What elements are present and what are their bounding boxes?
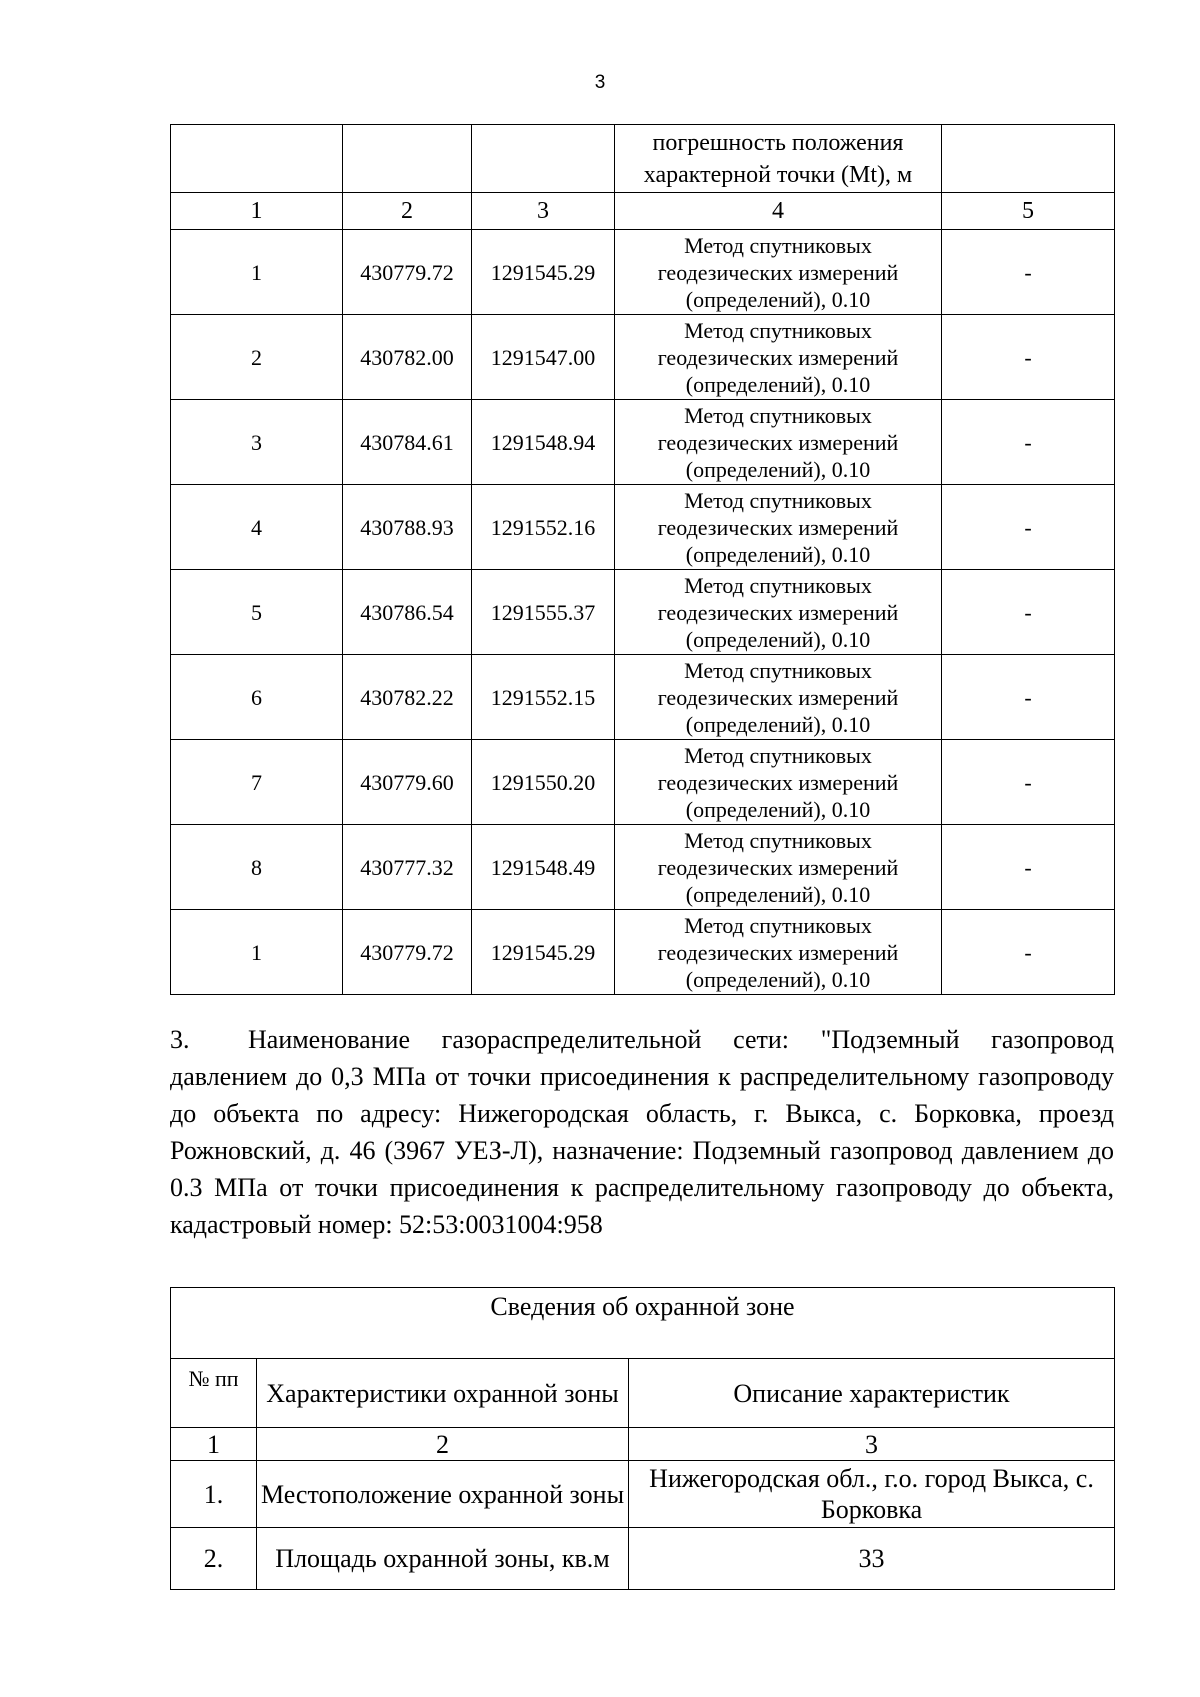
method-accuracy: Метод спутниковых геодезических измерений (определений), 0.10 xyxy=(615,655,942,740)
method-accuracy: Метод спутниковых геодезических измерений (определений), 0.10 xyxy=(615,740,942,825)
header-row-number: № пп xyxy=(171,1359,257,1428)
coordinates-table xyxy=(170,124,1115,995)
point-number: 1 xyxy=(171,910,343,995)
zone-table-header xyxy=(171,1359,1115,1428)
column-number: 5 xyxy=(942,193,1115,230)
header-accuracy-method: погрешность положения характерной точки (Mt), м xyxy=(615,125,942,193)
coord-x: 430779.72 xyxy=(343,230,472,315)
column-number: 2 xyxy=(343,193,472,230)
header-cell-1 xyxy=(171,125,343,193)
coord-y: 1291552.16 xyxy=(472,485,615,570)
table-row xyxy=(171,655,1115,740)
table-row xyxy=(171,315,1115,400)
coord-x: 430788.93 xyxy=(343,485,472,570)
point-number: 7 xyxy=(171,740,343,825)
section-3-paragraph xyxy=(170,1021,1114,1243)
page-number: 3 xyxy=(594,72,606,93)
protection-zone-table xyxy=(170,1287,1115,1590)
coord-y: 1291547.00 xyxy=(472,315,615,400)
table-row xyxy=(171,400,1115,485)
table-row xyxy=(171,570,1115,655)
row-number: 2. xyxy=(171,1528,257,1590)
table-header-continuation xyxy=(171,125,1115,193)
method-accuracy: Метод спутниковых геодезических измерений (определений), 0.10 xyxy=(615,825,942,910)
point-number: 3 xyxy=(171,400,343,485)
table-row xyxy=(171,825,1115,910)
coord-y: 1291555.37 xyxy=(472,570,615,655)
column-number: 3 xyxy=(472,193,615,230)
characteristic: Местоположение охранной зоны xyxy=(257,1461,629,1528)
table-row xyxy=(171,230,1115,315)
point-number: 8 xyxy=(171,825,343,910)
coord-x: 430777.32 xyxy=(343,825,472,910)
note: - xyxy=(942,230,1115,315)
method-accuracy: Метод спутниковых геодезических измерений (определений), 0.10 xyxy=(615,570,942,655)
coord-y: 1291548.94 xyxy=(472,400,615,485)
header-description: Описание характеристик xyxy=(629,1359,1115,1428)
method-accuracy: Метод спутниковых геодезических измерений (определений), 0.10 xyxy=(615,485,942,570)
coord-x: 430786.54 xyxy=(343,570,472,655)
column-number: 2 xyxy=(257,1428,629,1461)
table-row xyxy=(171,910,1115,995)
method-accuracy: Метод спутниковых геодезических измерений (определений), 0.10 xyxy=(615,315,942,400)
coord-y: 1291545.29 xyxy=(472,910,615,995)
table-row xyxy=(171,740,1115,825)
note: - xyxy=(942,570,1115,655)
method-accuracy: Метод спутниковых геодезических измерений (определений), 0.10 xyxy=(615,230,942,315)
note: - xyxy=(942,740,1115,825)
note: - xyxy=(942,825,1115,910)
header-cell-5 xyxy=(942,125,1115,193)
description: Нижегородская обл., г.о. город Выкса, с. Борковка xyxy=(629,1461,1115,1528)
row-number: 1. xyxy=(171,1461,257,1528)
note: - xyxy=(942,400,1115,485)
coord-x: 430779.60 xyxy=(343,740,472,825)
characteristic: Площадь охранной зоны, кв.м xyxy=(257,1528,629,1590)
header-cell-2 xyxy=(343,125,472,193)
point-number: 5 xyxy=(171,570,343,655)
section-number: 3. xyxy=(170,1025,190,1054)
note: - xyxy=(942,910,1115,995)
coord-x: 430779.72 xyxy=(343,910,472,995)
note: - xyxy=(942,485,1115,570)
point-number: 4 xyxy=(171,485,343,570)
column-number: 1 xyxy=(171,193,343,230)
table-row xyxy=(171,1461,1115,1528)
coord-y: 1291550.20 xyxy=(472,740,615,825)
coord-y: 1291545.29 xyxy=(472,230,615,315)
point-number: 2 xyxy=(171,315,343,400)
method-accuracy: Метод спутниковых геодезических измерений (определений), 0.10 xyxy=(615,400,942,485)
note: - xyxy=(942,315,1115,400)
point-number: 1 xyxy=(171,230,343,315)
column-numbers-row xyxy=(171,193,1115,230)
point-number: 6 xyxy=(171,655,343,740)
zone-table-title: Сведения об охранной зоне xyxy=(171,1288,1115,1359)
coord-x: 430782.00 xyxy=(343,315,472,400)
column-numbers-row xyxy=(171,1428,1115,1461)
coord-x: 430782.22 xyxy=(343,655,472,740)
description: 33 xyxy=(629,1528,1115,1590)
coord-y: 1291548.49 xyxy=(472,825,615,910)
coord-x: 430784.61 xyxy=(343,400,472,485)
column-number: 1 xyxy=(171,1428,257,1461)
table-row xyxy=(171,485,1115,570)
note: - xyxy=(942,655,1115,740)
header-cell-3 xyxy=(472,125,615,193)
method-accuracy: Метод спутниковых геодезических измерений (определений), 0.10 xyxy=(615,910,942,995)
header-characteristics: Характеристики охранной зоны xyxy=(257,1359,629,1428)
column-number: 4 xyxy=(615,193,942,230)
column-number: 3 xyxy=(629,1428,1115,1461)
table-row xyxy=(171,1528,1115,1590)
section-text: Наименование газораспределительной сети: "Подземный газопровод давлением до 0,3 МПа от точки присоединения к распределительному газопроводу до объекта по адресу: Нижегородская область, г. Выкса, с. Борковка, проезд Рожновский, д. 46 (3967 УЕЗ-Л), назначение: Подземный газопровод давлением до 0.3 МПа от точки присоединения к распределительному газопроводу до объекта, кадастровый номер: 52:53:0031004:958 xyxy=(170,1025,1114,1239)
coord-y: 1291552.15 xyxy=(472,655,615,740)
